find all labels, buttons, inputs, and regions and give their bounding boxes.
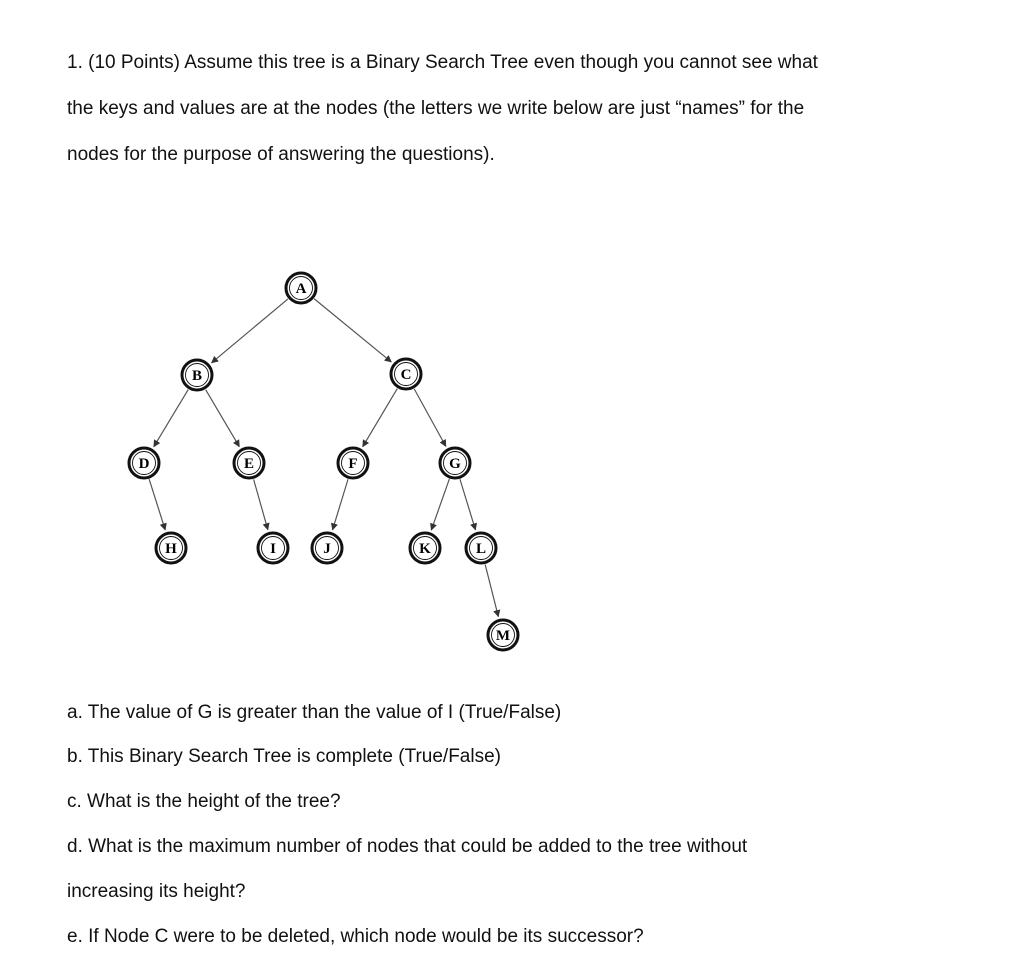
tree-edge-g-k [431, 479, 449, 530]
tree-node-i [258, 533, 288, 563]
question-d: d. What is the maximum number of nodes that could be added to the tree without [67, 836, 748, 857]
tree-node-label: G [449, 456, 461, 472]
problem-intro-line-3: nodes for the purpose of answering the questions). [67, 144, 495, 165]
tree-node-label: B [191, 368, 203, 384]
tree-node-g [440, 448, 470, 478]
tree-node-j [312, 533, 342, 563]
tree-edge-a-c [314, 299, 391, 362]
tree-edge-f-j [333, 479, 348, 530]
question-e: e. If Node C were to be deleted, which node would be its successor? [67, 926, 644, 947]
tree-node-label: K [419, 541, 431, 557]
tree-node-f [338, 448, 368, 478]
question-d-continued: increasing its height? [67, 881, 246, 902]
tree-node-label: A [295, 281, 307, 297]
tree-edge-c-f [363, 389, 398, 447]
tree-node-d [129, 448, 159, 478]
tree-edge-b-d [154, 390, 188, 447]
tree-edge-d-h [149, 479, 165, 530]
tree-node-b [182, 360, 212, 390]
tree-node-a [286, 273, 316, 303]
tree-node-label: C [400, 367, 412, 383]
tree-node-e [234, 448, 264, 478]
tree-node-label: H [165, 541, 177, 557]
tree-node-label: E [243, 456, 255, 472]
tree-node-label: D [138, 456, 150, 472]
tree-edge-b-e [206, 390, 240, 447]
tree-node-c [391, 359, 421, 389]
tree-edge-c-g [414, 389, 446, 446]
tree-node-label: M [495, 628, 511, 644]
tree-edge-e-i [254, 479, 268, 529]
problem-intro-line-2: the keys and values are at the nodes (the letters we write below are just “names” for the [67, 98, 805, 119]
tree-node-h [156, 533, 186, 563]
tree-node-l [466, 533, 496, 563]
tree-node-m [488, 620, 518, 650]
tree-node-label: L [475, 541, 487, 557]
question-c: c. What is the height of the tree? [67, 791, 341, 812]
tree-edge-a-b [212, 299, 288, 363]
problem-intro-line-1: 1. (10 Points) Assume this tree is a Binary Search Tree even though you cannot see what [67, 52, 818, 73]
question-a: a. The value of G is greater than the value of I (True/False) [67, 702, 562, 723]
tree-node-k [410, 533, 440, 563]
tree-node-label: I [270, 541, 276, 557]
tree-node-label: F [348, 456, 358, 472]
tree-edge-g-l [460, 479, 475, 530]
tree-edge-l-m [485, 564, 498, 616]
question-b: b. This Binary Search Tree is complete (True/False) [67, 746, 501, 767]
tree-node-label: J [323, 541, 331, 557]
